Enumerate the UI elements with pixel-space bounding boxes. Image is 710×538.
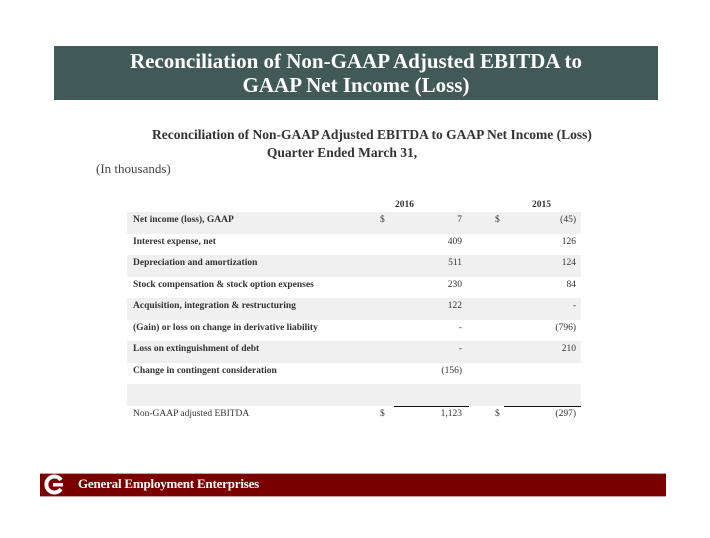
table-row [127, 341, 581, 363]
dollar-sign-2015: $ [495, 408, 500, 419]
row-label: Net income (loss), GAAP [133, 215, 234, 225]
value-2016: 7 [457, 215, 462, 225]
column-header-2015: 2015 [532, 200, 551, 210]
value-2016: - [458, 344, 462, 354]
units-label: (In thousands) [96, 161, 171, 176]
value-2015: 124 [561, 258, 576, 268]
total-rule-2016 [394, 406, 469, 407]
row-label: (Gain) or loss on change in derivative liability [133, 322, 318, 333]
total-row [127, 406, 581, 428]
value-2016: 409 [447, 236, 462, 247]
table-row [127, 298, 581, 320]
ge-logo-icon [42, 474, 66, 495]
value-2016: 511 [448, 258, 462, 268]
row-label: Change in contingent consideration [133, 365, 277, 376]
value-2015: (796) [555, 322, 576, 333]
value-2016: 122 [447, 301, 462, 311]
company-name: General Employment Enterprises [78, 476, 260, 491]
total-rule-2015 [504, 406, 581, 407]
row-label: Acquisition, integration & restructuring [133, 301, 296, 311]
row-label: Non-GAAP adjusted EBITDA [133, 408, 250, 419]
table-row [127, 234, 581, 256]
value-2015: - [572, 301, 576, 311]
title-banner [54, 46, 658, 100]
value-2015: (45) [560, 215, 576, 225]
value-2016: 230 [447, 279, 462, 290]
report-heading: Reconciliation of Non-GAAP Adjusted EBITDA to GAAP Net Income (Loss) [152, 127, 592, 142]
table-row [127, 212, 581, 234]
table-header [127, 200, 581, 212]
table-row [127, 363, 581, 385]
value-2015: 126 [561, 236, 576, 247]
row-label: Loss on extinguishment of debt [133, 344, 260, 354]
value-2015: 210 [561, 344, 576, 354]
value-2015: 84 [566, 279, 576, 290]
table-row [127, 384, 581, 406]
value-2015: (297) [555, 408, 576, 419]
row-label: Depreciation and amortization [133, 258, 258, 268]
value-2016: - [458, 322, 462, 333]
column-header-2016: 2016 [395, 200, 414, 210]
reconciliation-table [127, 200, 581, 427]
table-row [127, 277, 581, 299]
row-label: Stock compensation & stock option expenses [133, 279, 314, 290]
value-2016: (156) [441, 365, 462, 376]
dollar-sign-2016: $ [380, 408, 385, 419]
value-2016: 1,123 [440, 408, 462, 419]
title-line-1: Reconciliation of Non-GAAP Adjusted EBITDA to [129, 49, 583, 73]
report-period: Quarter Ended March 31, [266, 145, 418, 160]
row-label: Interest expense, net [133, 236, 216, 247]
dollar-sign-2015: $ [495, 215, 500, 225]
dollar-sign-2016: $ [380, 215, 385, 225]
title-line-2: GAAP Net Income (Loss) [242, 73, 470, 97]
table-row [127, 255, 581, 277]
table-row [127, 320, 581, 342]
